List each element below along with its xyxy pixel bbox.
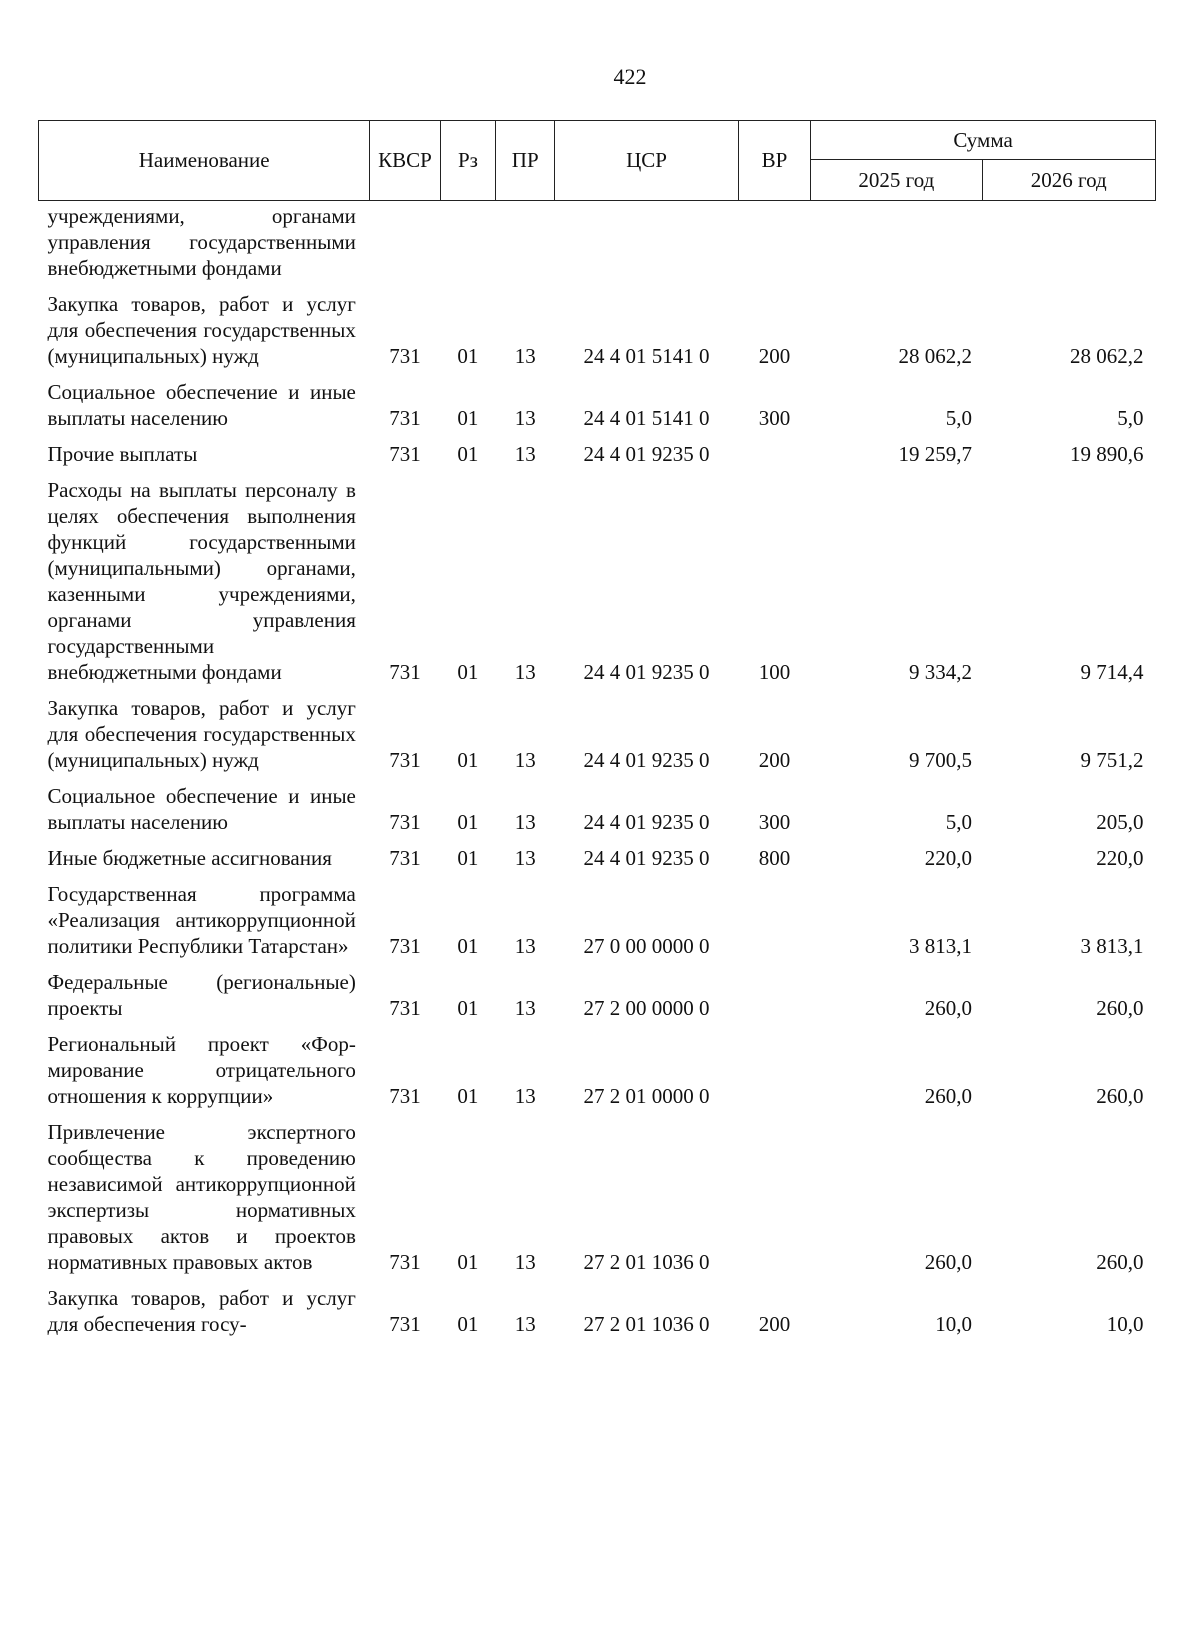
row-name: Расходы на выплаты персоналу в целях обеспечения выполнения функций государственными (муниципальными) органами, казенными учреждениями, органами управления государственными внебюджетными фондами xyxy=(47,478,356,684)
row-sum-2026: 220,0 xyxy=(1096,846,1144,870)
row-sum-2026: 5,0 xyxy=(1117,406,1144,430)
table-row xyxy=(39,379,1156,441)
row-csr: 24 4 01 5141 0 xyxy=(583,406,710,430)
col-header-pr: ПР xyxy=(496,121,555,201)
row-name: Государственная программа «Реализация антикоррупционной политики Республики Татарстан» xyxy=(47,882,356,958)
col-header-vr: ВР xyxy=(738,121,810,201)
row-csr: 24 4 01 5141 0 xyxy=(583,344,710,368)
col-header-rz: Рз xyxy=(440,121,496,201)
row-csr: 27 2 01 1036 0 xyxy=(583,1312,710,1336)
row-pr: 13 xyxy=(514,1312,536,1336)
row-rz: 01 xyxy=(457,660,479,684)
row-sum-2026: 19 890,6 xyxy=(1070,442,1144,466)
row-kvsr: 731 xyxy=(389,810,421,834)
row-kvsr: 731 xyxy=(389,1312,421,1336)
row-pr: 13 xyxy=(514,934,536,958)
row-sum-2026 xyxy=(982,201,1156,292)
row-name: Закупка товаров, работ и услуг для обеспечения государственных (муниципальных) нужд xyxy=(47,696,356,772)
table-row xyxy=(39,1285,1156,1347)
row-rz: 01 xyxy=(457,1084,479,1108)
row-pr: 13 xyxy=(514,810,536,834)
row-rz: 01 xyxy=(457,406,479,430)
col-header-name: Наименование xyxy=(39,121,370,201)
row-vr xyxy=(738,1031,810,1119)
row-sum-2026: 260,0 xyxy=(1096,996,1144,1020)
row-sum-2025: 28 062,2 xyxy=(898,344,972,368)
row-pr: 13 xyxy=(514,748,536,772)
row-sum-2025: 220,0 xyxy=(924,846,972,870)
row-kvsr xyxy=(370,201,440,292)
row-name: Социальное обеспечение и иные выплаты населению xyxy=(47,784,356,834)
table-row xyxy=(39,1119,1156,1285)
row-name: Закупка товаров, работ и услуг для обеспечения государственных (муниципальных) нужд xyxy=(47,292,356,368)
row-vr: 300 xyxy=(758,406,791,430)
row-sum-2025: 9 334,2 xyxy=(909,660,972,684)
table-row xyxy=(39,441,1156,477)
table-row xyxy=(39,969,1156,1031)
row-sum-2026: 28 062,2 xyxy=(1070,344,1144,368)
table-row xyxy=(39,783,1156,845)
col-header-2025: 2025 год xyxy=(811,160,982,201)
row-kvsr: 731 xyxy=(389,344,421,368)
row-rz: 01 xyxy=(457,1312,479,1336)
row-pr: 13 xyxy=(514,1250,536,1274)
row-csr: 27 2 01 1036 0 xyxy=(583,1250,710,1274)
row-sum-2025: 260,0 xyxy=(924,1250,972,1274)
row-rz: 01 xyxy=(457,748,479,772)
row-kvsr: 731 xyxy=(389,846,421,870)
row-vr: 100 xyxy=(758,660,791,684)
row-name: Социальное обеспечение и иные выплаты населению xyxy=(47,380,356,430)
row-vr xyxy=(738,201,810,292)
row-sum-2026: 9 714,4 xyxy=(1080,660,1144,684)
row-csr: 27 0 00 0000 0 xyxy=(583,934,710,958)
row-pr: 13 xyxy=(514,660,536,684)
row-kvsr: 731 xyxy=(389,996,421,1020)
table-body xyxy=(39,201,1156,1348)
row-kvsr: 731 xyxy=(389,748,421,772)
row-vr: 200 xyxy=(758,344,791,368)
row-sum-2025: 5,0 xyxy=(945,810,972,834)
row-pr: 13 xyxy=(514,996,536,1020)
row-csr xyxy=(555,201,739,292)
row-sum-2025: 3 813,1 xyxy=(909,934,972,958)
row-vr: 200 xyxy=(758,748,791,772)
row-kvsr: 731 xyxy=(389,406,421,430)
row-csr: 24 4 01 9235 0 xyxy=(583,660,710,684)
row-vr xyxy=(738,969,810,1031)
row-sum-2025: 9 700,5 xyxy=(909,748,972,772)
row-name: Привлечение экспертного сообщества к проведению независимой антикоррупционной экспертизы нормативных правовых актов и проектов нормативных правовых актов xyxy=(47,1120,356,1274)
table-row xyxy=(39,881,1156,969)
row-sum-2025: 10,0 xyxy=(935,1312,972,1336)
row-csr: 24 4 01 9235 0 xyxy=(583,810,710,834)
row-pr: 13 xyxy=(514,442,536,466)
row-sum-2025 xyxy=(811,201,982,292)
table-row xyxy=(39,845,1156,881)
row-pr: 13 xyxy=(514,344,536,368)
row-name: учреждениями, органами управления государственными внебюджетными фондами xyxy=(47,204,356,280)
table-row xyxy=(39,291,1156,379)
row-pr xyxy=(496,201,555,292)
col-header-csr: ЦСР xyxy=(555,121,739,201)
table-row xyxy=(39,201,1156,292)
row-kvsr: 731 xyxy=(389,1084,421,1108)
row-rz: 01 xyxy=(457,344,479,368)
row-sum-2025: 260,0 xyxy=(924,1084,972,1108)
row-sum-2025: 5,0 xyxy=(945,406,972,430)
page-number: 422 xyxy=(613,64,647,89)
row-pr: 13 xyxy=(514,1084,536,1108)
row-name: Региональный проект «Формирование отрицательного отношения к коррупции» xyxy=(47,1032,356,1108)
row-kvsr: 731 xyxy=(389,934,421,958)
row-rz: 01 xyxy=(457,810,479,834)
table-header xyxy=(39,121,1156,201)
row-rz: 01 xyxy=(457,442,479,466)
row-sum-2025: 260,0 xyxy=(924,996,972,1020)
row-sum-2025: 19 259,7 xyxy=(898,442,972,466)
row-rz: 01 xyxy=(457,846,479,870)
col-header-sum: Сумма xyxy=(811,121,1156,160)
row-csr: 24 4 01 9235 0 xyxy=(583,442,710,466)
row-name: Федеральные (региональные) проекты xyxy=(47,970,356,1020)
table-row xyxy=(39,1031,1156,1119)
row-name: Прочие выплаты xyxy=(47,442,198,466)
row-vr: 200 xyxy=(758,1312,791,1336)
row-sum-2026: 9 751,2 xyxy=(1080,748,1144,772)
row-csr: 24 4 01 9235 0 xyxy=(583,748,710,772)
row-pr: 13 xyxy=(514,406,536,430)
row-name: Иные бюджетные ассигнования xyxy=(47,846,332,870)
row-rz: 01 xyxy=(457,996,479,1020)
row-vr xyxy=(738,1119,810,1285)
row-name: Закупка товаров, работ и услуг для обеспечения госу- xyxy=(47,1286,356,1336)
row-pr: 13 xyxy=(514,846,536,870)
row-vr xyxy=(738,881,810,969)
row-sum-2026: 3 813,1 xyxy=(1080,934,1144,958)
row-vr: 300 xyxy=(758,810,791,834)
row-kvsr: 731 xyxy=(389,1250,421,1274)
row-rz xyxy=(440,201,496,292)
row-sum-2026: 10,0 xyxy=(1106,1312,1144,1336)
row-rz: 01 xyxy=(457,934,479,958)
col-header-2026: 2026 год xyxy=(982,160,1156,201)
row-vr: 800 xyxy=(758,846,791,870)
table-row xyxy=(39,695,1156,783)
row-csr: 24 4 01 9235 0 xyxy=(583,846,710,870)
col-header-kvsr: КВСР xyxy=(370,121,440,201)
row-sum-2026: 260,0 xyxy=(1096,1250,1144,1274)
row-sum-2026: 205,0 xyxy=(1096,810,1144,834)
row-csr: 27 2 00 0000 0 xyxy=(583,996,710,1020)
row-kvsr: 731 xyxy=(389,660,421,684)
row-vr xyxy=(738,441,810,477)
row-sum-2026: 260,0 xyxy=(1096,1084,1144,1108)
table-row xyxy=(39,477,1156,695)
row-kvsr: 731 xyxy=(389,442,421,466)
row-csr: 27 2 01 0000 0 xyxy=(583,1084,710,1108)
budget-table xyxy=(38,120,1156,1347)
row-rz: 01 xyxy=(457,1250,479,1274)
